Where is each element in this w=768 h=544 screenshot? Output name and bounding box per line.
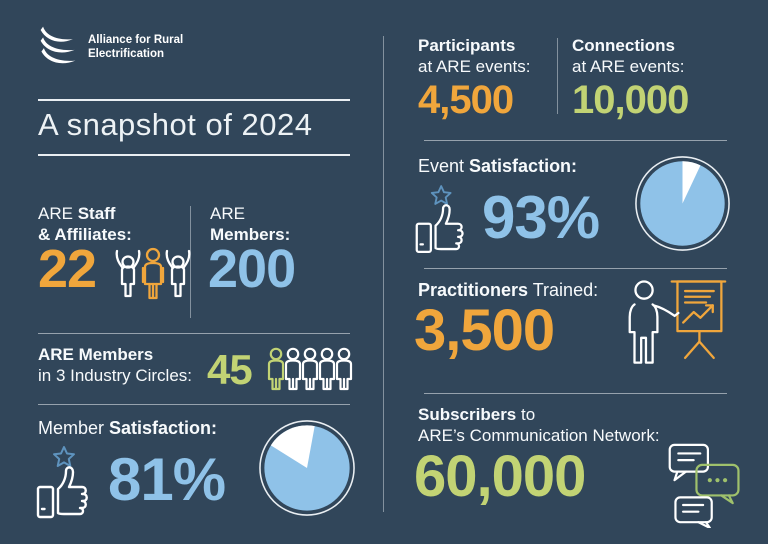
column-divider xyxy=(383,36,384,512)
member-satisfaction-pie xyxy=(258,419,356,517)
staff-affiliates-value: 22 xyxy=(38,239,97,299)
section-divider-4 xyxy=(424,268,727,269)
industry-circles-value: 45 xyxy=(207,346,252,393)
event-satisfaction-label: Event Satisfaction: xyxy=(418,156,578,176)
section-divider-2 xyxy=(38,404,350,405)
page-title: A snapshot of 2024 xyxy=(38,107,313,142)
title-rule-bottom xyxy=(38,154,350,156)
subscribers-label: Subscribers to ARE’s Communication Network: xyxy=(418,405,660,445)
presenter-flipchart-icon xyxy=(624,276,729,371)
logo-line1: Alliance for Rural xyxy=(88,34,184,46)
members-value: 200 xyxy=(208,239,296,299)
members-group-icon xyxy=(266,346,354,400)
participants-label: Participants at ARE events: xyxy=(418,36,531,76)
section-divider-1 xyxy=(38,333,350,334)
staff-group-icon xyxy=(113,244,193,316)
event-satisfaction-value: 93% xyxy=(482,184,600,251)
connections-label: Connections at ARE events: xyxy=(572,36,685,76)
participants-connections-divider xyxy=(557,38,558,114)
practitioners-value: 3,500 xyxy=(414,298,555,363)
waves-logo-icon xyxy=(33,25,83,73)
title-rule-top xyxy=(38,99,350,101)
section-divider-3 xyxy=(424,140,727,141)
connections-value: 10,000 xyxy=(572,78,689,122)
logo-line2: Electrification xyxy=(88,47,165,60)
staff-affiliates-label: ARE Staff & Affiliates: xyxy=(38,204,132,244)
event-satisfaction-pie xyxy=(634,155,731,252)
members-label: ARE Members: xyxy=(210,204,291,244)
logo-text xyxy=(88,34,183,61)
section-divider-5 xyxy=(424,393,727,394)
participants-value: 4,500 xyxy=(418,78,514,122)
industry-circles-label: ARE Members in 3 Industry Circles: xyxy=(38,345,192,385)
member-satisfaction-label: Member Satisfaction: xyxy=(38,418,218,438)
chat-bubbles-icon xyxy=(664,440,748,528)
practitioners-label: Practitioners Trained: xyxy=(418,280,599,300)
thumbs-up-star-icon xyxy=(413,182,475,256)
staff-members-divider xyxy=(190,206,191,318)
thumbs-up-star-icon xyxy=(34,443,100,521)
member-satisfaction-value: 81% xyxy=(108,446,226,513)
subscribers-value: 60,000 xyxy=(414,444,586,509)
